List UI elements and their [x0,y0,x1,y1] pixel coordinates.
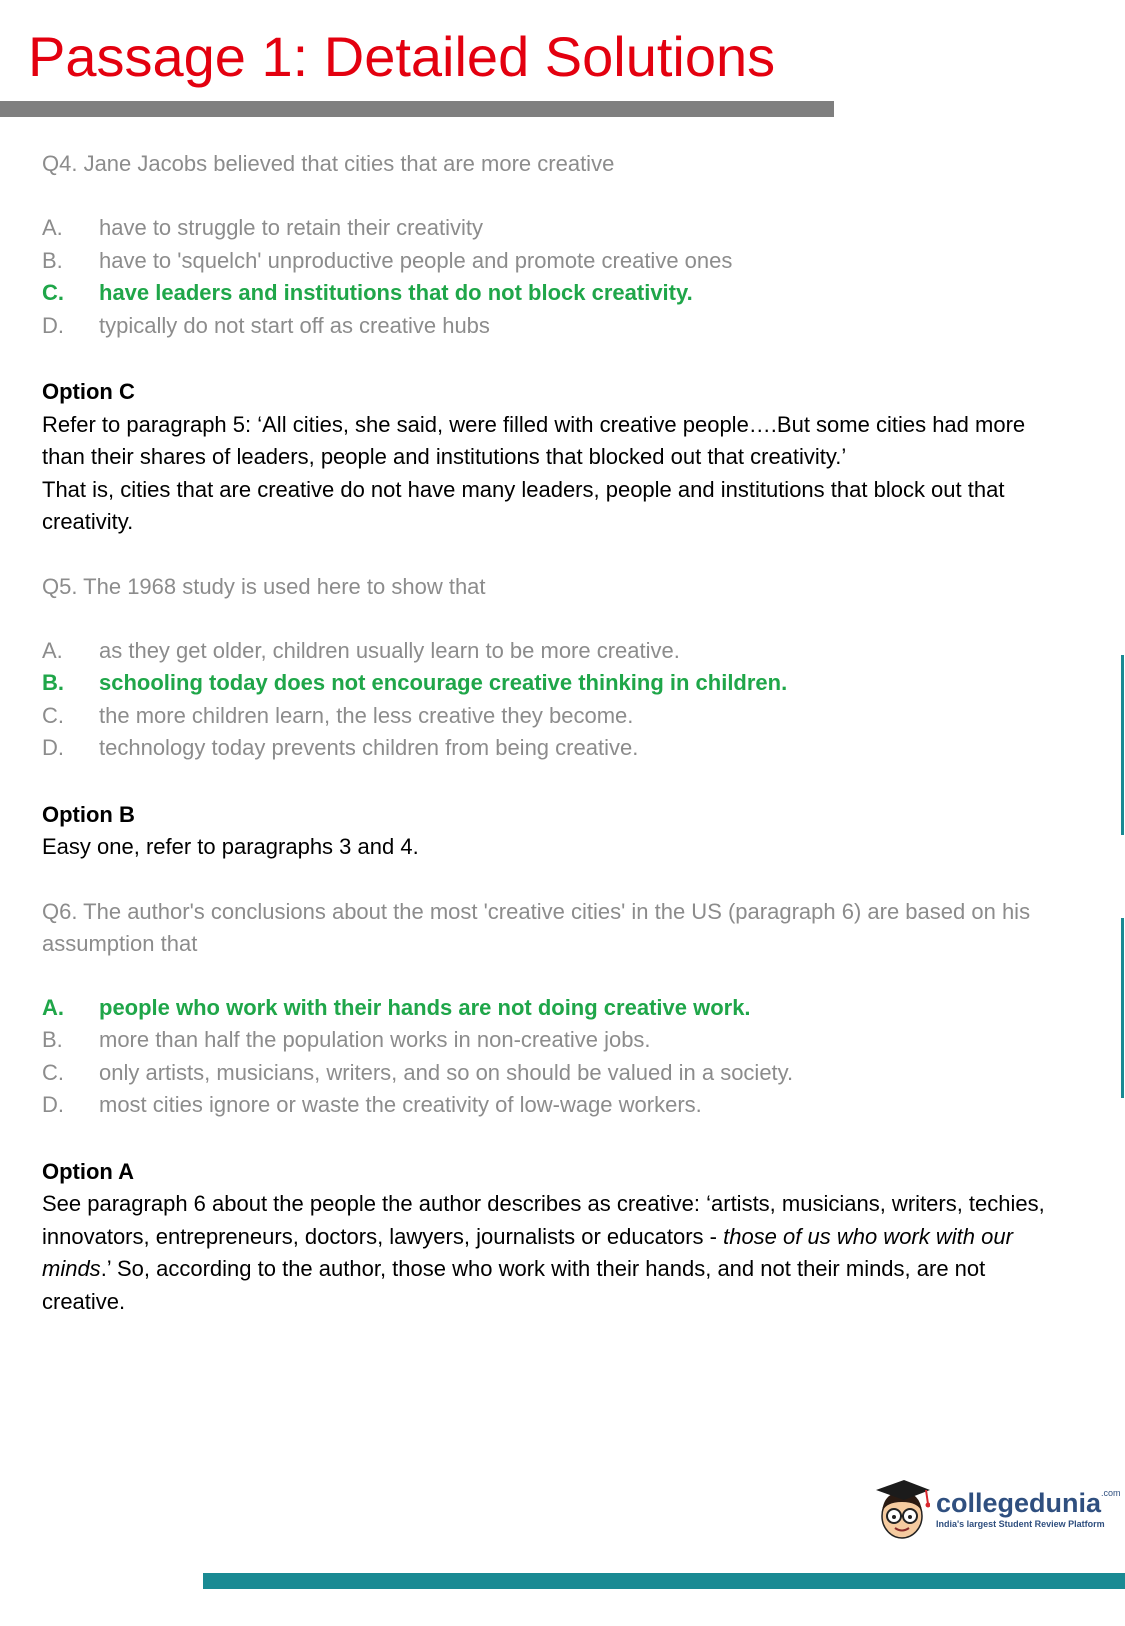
solution-text-italic: those of us who work with our minds [42,1223,1013,1281]
option-text: most cities ignore or waste the creativity of low-wage workers. [99,1092,702,1117]
option-text: schooling today does not encourage creative thinking in children. [99,670,788,695]
title-underline-bar [0,101,834,117]
student-mascot-icon [874,1476,930,1542]
option-list [42,635,1072,765]
option-text: only artists, musicians, writers, and so on should be valued in a society. [99,1059,794,1085]
question-block-q4 [42,148,1072,539]
logo-suffix: .com [1101,1488,1121,1498]
option-text: the more children learn, the less creative they become. [99,702,634,728]
option-item [42,700,1072,733]
option-text: technology today prevents children from being creative. [99,735,639,760]
logo-name: collegedunia [936,1488,1102,1518]
page-title: Passage 1: Detailed Solutions [28,25,776,88]
edge-accent-line [1121,918,1124,1098]
question-block-q5 [42,571,1072,864]
option-letter: A. [42,215,63,240]
logo-tagline: India's largest Student Review Platform [936,1519,1105,1529]
option-item-correct [42,992,1072,1025]
option-item [42,732,1072,765]
option-text: more than half the population works in non-creative jobs. [99,1027,651,1052]
solutions-content [42,148,1072,1318]
question-text: Q6. The author's conclusions about the most 'creative cities' in the US (paragraph 6) are based on his assumption that [42,898,1031,956]
option-text: as they get older, children usually learn to be more creative. [99,637,680,663]
option-item-correct [42,277,1072,310]
option-item [42,245,1072,278]
option-letter: C. [42,280,64,305]
solution-heading: Option B [42,801,135,827]
option-text: have to 'squelch' unproductive people and promote creative ones [99,247,733,273]
question-text: Q5. The 1968 study is used here to show that [42,573,486,599]
solution-block [42,1156,1072,1319]
footer-accent-bar [203,1573,1125,1589]
solution-text-part: See paragraph 6 about the people the author describes as creative: ‘artists, musicians, writers, techies, innovators, entrepreneurs, doctors, lawyers, journalists or educators - [42,1191,1045,1249]
solution-heading: Option A [42,1158,135,1184]
solution-text: That is, cities that are creative do not have many leaders, people and institutions that block out that creativity. [42,476,1005,534]
option-item [42,1057,1072,1090]
option-letter: B. [42,1027,63,1052]
option-list [42,212,1072,342]
option-letter: C. [42,702,64,728]
option-item [42,635,1072,668]
option-item [42,212,1072,245]
option-letter: B. [42,670,64,695]
option-item [42,310,1072,343]
solution-block [42,376,1072,539]
solution-text [42,1188,1072,1318]
option-letter: B. [42,247,63,273]
option-text: typically do not start off as creative hubs [99,312,490,338]
option-item [42,1024,1072,1057]
option-letter: C. [42,1059,64,1085]
solution-text-part: .’ So, according to the author, those who work with their hands, and not their minds, are not creative. [42,1256,986,1314]
solution-heading: Option C [42,379,135,404]
option-list [42,992,1072,1122]
option-text: people who work with their hands are not doing creative work. [99,994,751,1020]
solution-text: Easy one, refer to paragraphs 3 and 4. [42,834,419,859]
option-letter: D. [42,735,64,760]
option-letter: D. [42,312,64,338]
option-text: have leaders and institutions that do not block creativity. [99,280,693,305]
option-letter: D. [42,1092,64,1117]
option-text: have to struggle to retain their creativity [99,215,483,240]
solution-text: Refer to paragraph 5: ‘All cities, she said, were filled with creative people….But some cities had more than their shares of leaders, people and institutions that blocked out that creativity.’ [42,411,1026,469]
option-item-correct [42,667,1072,700]
option-letter: A. [42,637,63,663]
edge-accent-line [1121,655,1124,835]
option-item [42,1089,1072,1122]
question-block-q6 [42,896,1072,1319]
option-letter: A. [42,994,64,1020]
solution-block [42,799,1072,864]
question-text: Q4. Jane Jacobs believed that cities that are more creative [42,151,615,176]
collegedunia-logo [874,1476,1121,1542]
